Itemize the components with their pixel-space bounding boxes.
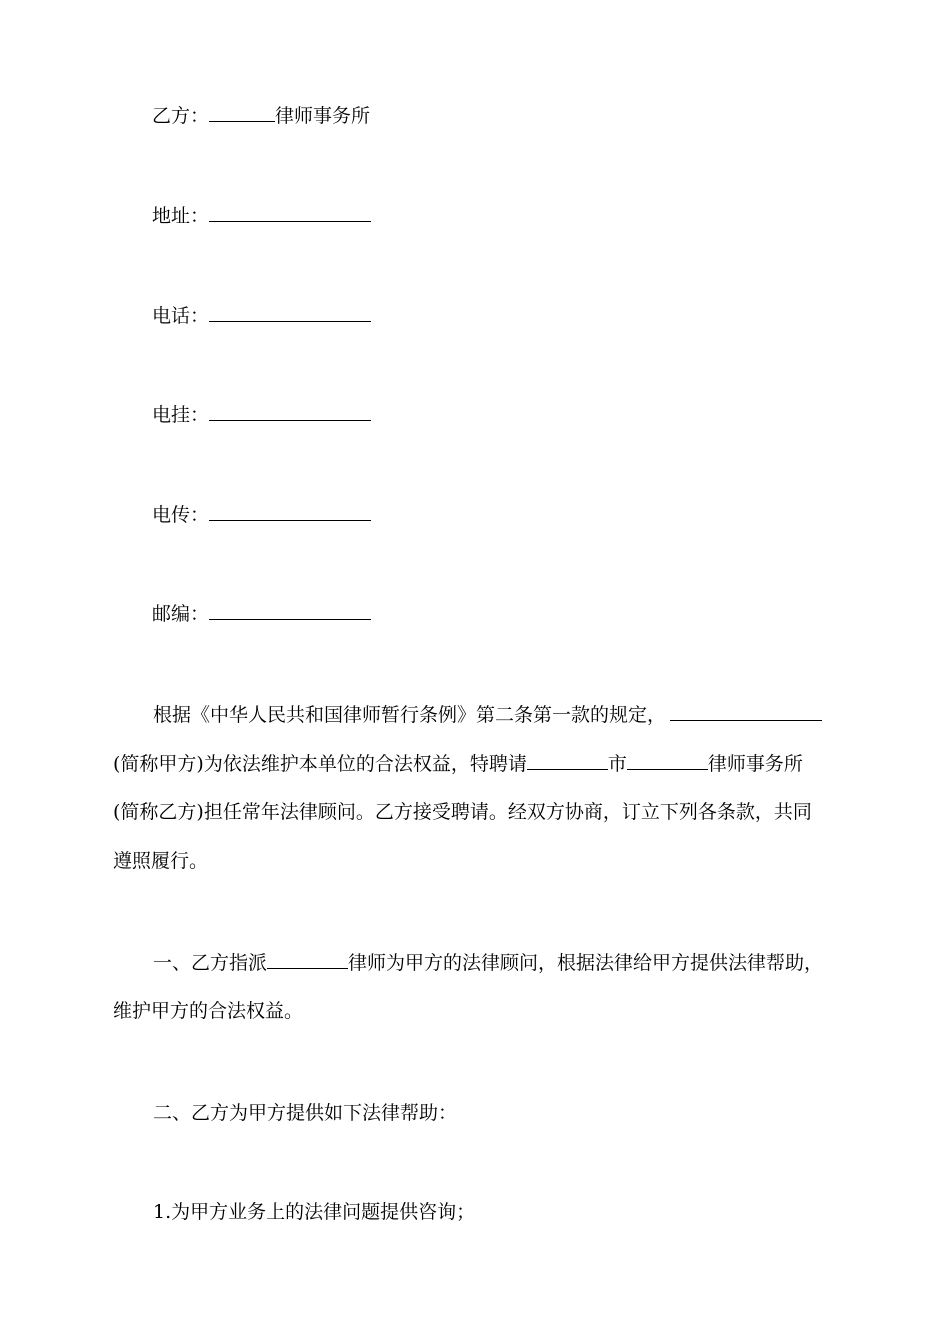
telegraph-line <box>152 403 371 427</box>
address-label: 地址： <box>152 205 210 227</box>
city-blank[interactable] <box>527 752 608 770</box>
postcode-blank[interactable] <box>209 602 371 620</box>
phone-line <box>152 304 371 328</box>
clause-1-text-2: 维护甲方的合法权益。 <box>113 1000 304 1022</box>
preamble-line-1 <box>113 703 838 727</box>
preamble-text-4: 遵照履行。 <box>113 850 209 872</box>
phone-label: 电话： <box>152 305 210 327</box>
preamble-line-3 <box>113 800 838 824</box>
clause-2-heading-text: 二、乙方为甲方提供如下法律帮助： <box>153 1102 458 1124</box>
telegraph-label: 电挂： <box>152 404 210 426</box>
postcode-line <box>152 602 371 626</box>
telex-blank[interactable] <box>209 503 371 521</box>
law-firm-blank[interactable] <box>627 752 708 770</box>
address-blank[interactable] <box>209 204 371 222</box>
clause-2-item-1-text: 1.为甲方业务上的法律问题提供咨询； <box>153 1201 476 1223</box>
preamble-text-2c: 律师事务所 <box>707 753 803 775</box>
clause-1-line-2 <box>113 999 838 1023</box>
preamble-text-2a: (简称甲方)为依法维护本单位的合法权益，特聘请 <box>113 753 527 775</box>
party-b-suffix: 律师事务所 <box>275 105 371 127</box>
party-b-label: 乙方： <box>152 105 210 127</box>
postcode-label: 邮编： <box>152 603 210 625</box>
party-b-name-blank[interactable] <box>209 104 275 122</box>
preamble-line-4 <box>113 849 838 873</box>
clause-2-heading <box>153 1101 457 1125</box>
telex-label: 电传： <box>152 504 210 526</box>
party-b-line <box>152 104 370 128</box>
clause-1-text-a: 一、乙方指派 <box>153 952 268 974</box>
preamble-text-2b: 市 <box>607 753 627 775</box>
telex-line <box>152 503 371 527</box>
party-a-name-blank[interactable] <box>670 703 822 721</box>
clause-1-text-b: 律师为甲方的法律顾问，根据法律给甲方提供法律帮助， <box>348 952 824 974</box>
preamble-text-3: (简称乙方)担任常年法律顾问。乙方接受聘请。经双方协商，订立下列各条款，共同 <box>113 801 812 823</box>
telegraph-blank[interactable] <box>209 403 371 421</box>
address-line <box>152 204 371 228</box>
phone-blank[interactable] <box>209 304 371 322</box>
clause-2-item-1 <box>153 1200 475 1224</box>
preamble-line-2 <box>113 752 838 776</box>
clause-1-line-1 <box>113 951 838 975</box>
preamble-text-1: 根据《中华人民共和国律师暂行条例》第二条第一款的规定， <box>153 704 667 726</box>
lawyer-name-blank[interactable] <box>267 951 348 969</box>
